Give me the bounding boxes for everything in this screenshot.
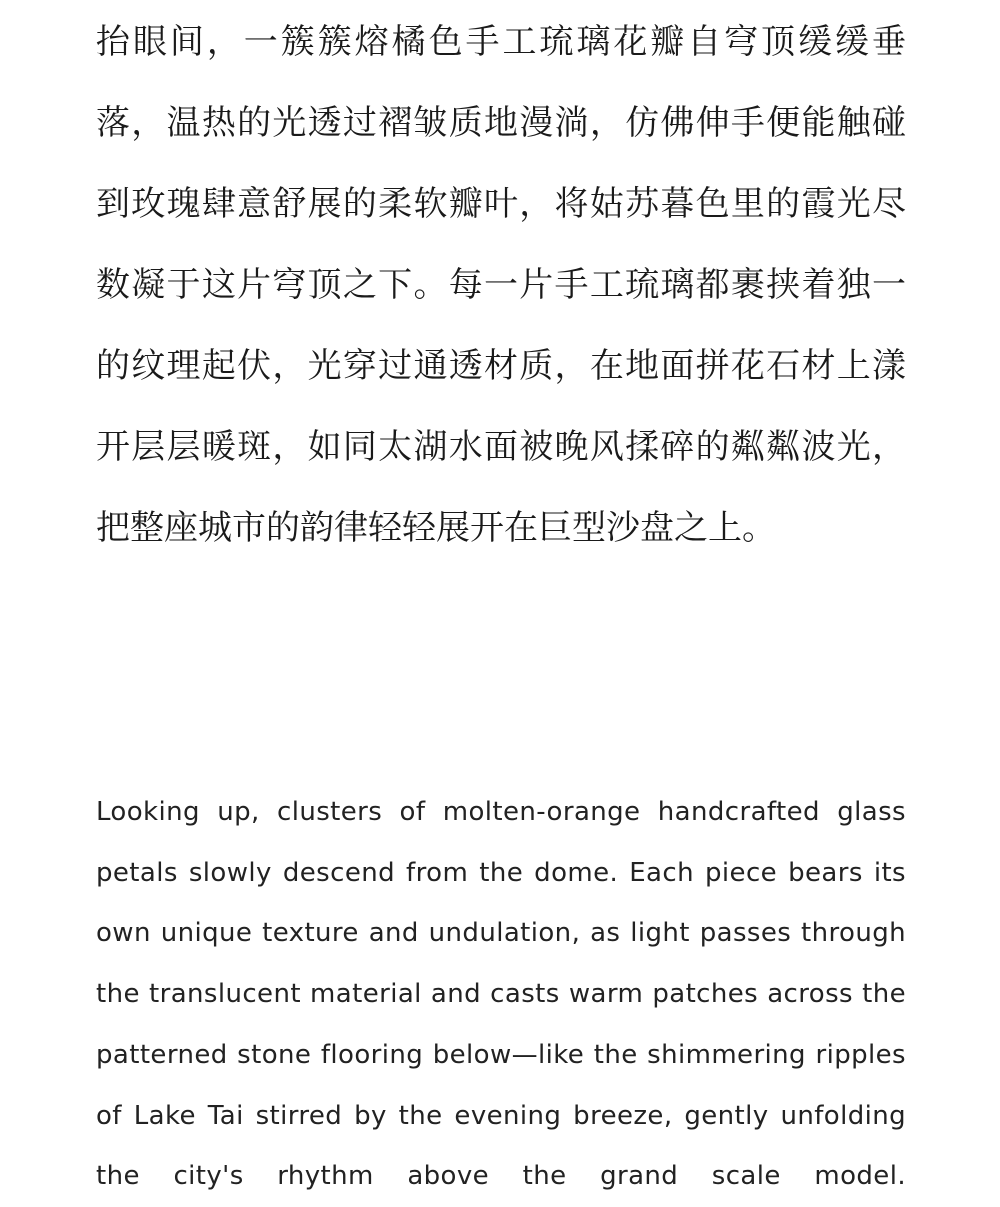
article-body (96, 0, 906, 1192)
english-paragraph: Looking up, clusters of molten-orange handcrafted glass petals slowly descend from the dome. Each piece bears its own unique texture and undulation, as light passes through the translucent material and casts warm patches across the patterned stone flooring below—like the shimmering ripples of Lake Tai stirred by the evening breeze, gently unfolding the city's rhythm above the grand scale model. (96, 797, 906, 1192)
chinese-paragraph: 抬眼间，一簇簇熔橘色手工琉璃花瓣自穹顶缓缓垂落，温热的光透过褶皱质地漫淌，仿佛伸手便能触碰到玫瑰肆意舒展的柔软瓣叶，将姑苏暮色里的霞光尽数凝于这片穹顶之下。每一片手工琉璃都裹挟着独一的纹理起伏，光穿过通透材质，在地面拼花石材上漾开层层暖斑，如同太湖水面被晚风揉碎的粼粼波光，把整座城市的韵律轻轻展开在巨型沙盘之上。 (96, 22, 906, 548)
